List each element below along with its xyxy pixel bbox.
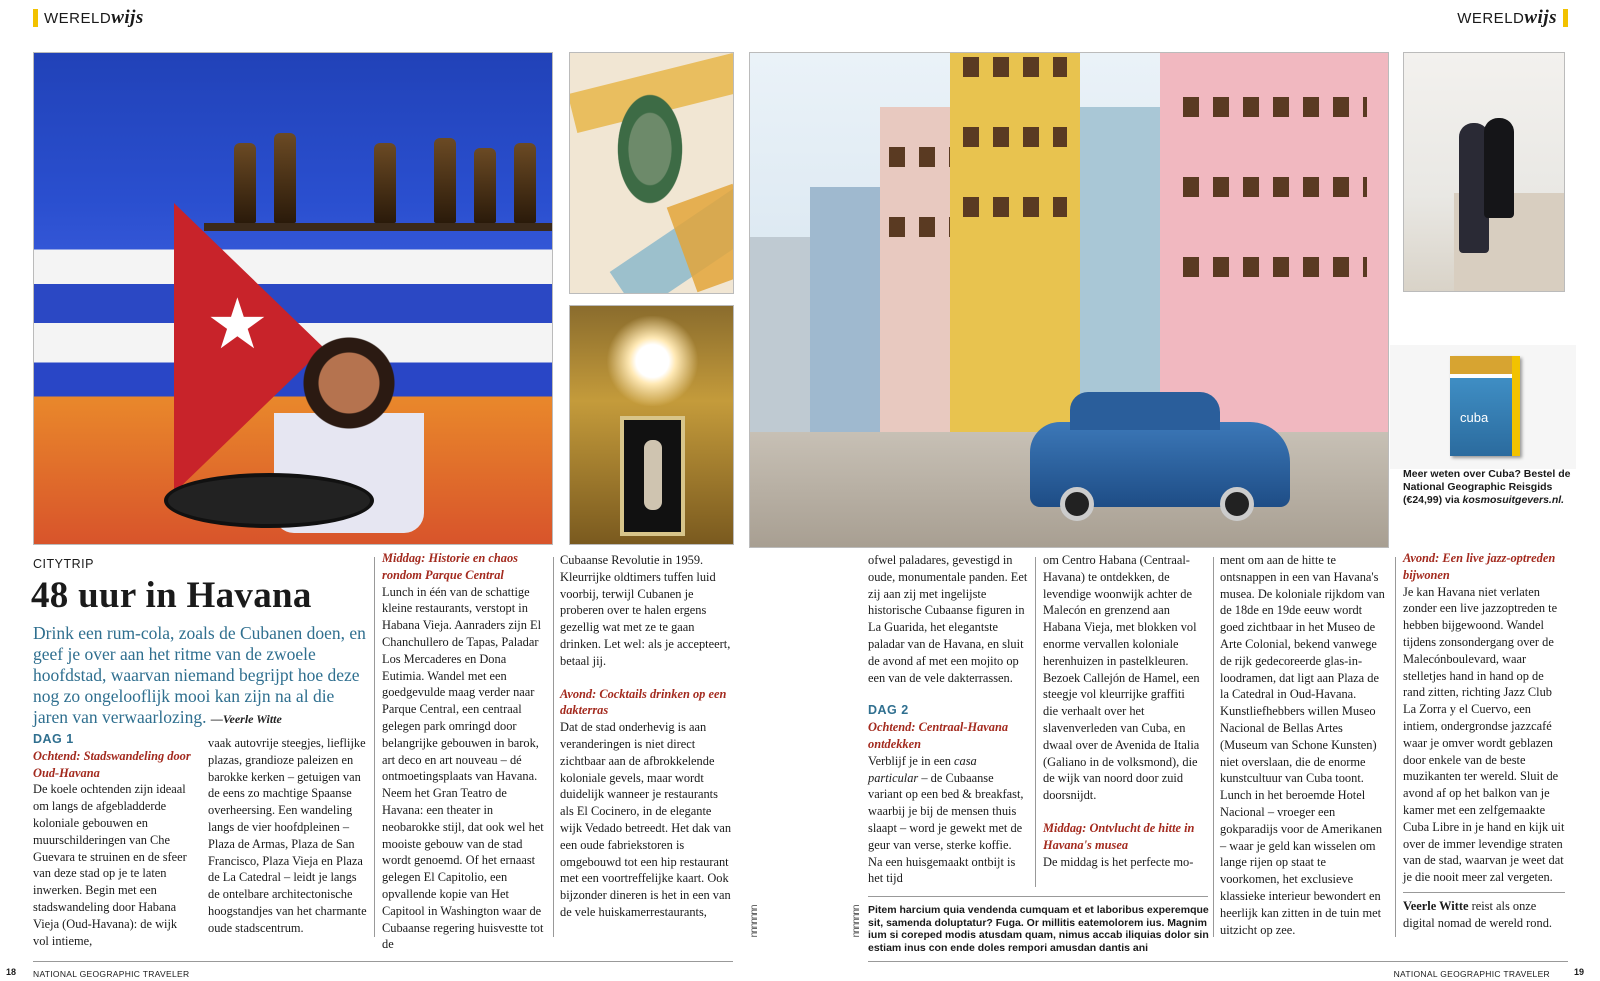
building-pink-right <box>1160 52 1389 437</box>
accent-bar-right <box>1563 9 1568 27</box>
brand-logo-left <box>33 7 144 29</box>
building-yellow <box>950 52 1080 437</box>
column-4 <box>560 552 732 921</box>
subhead-morning-1: Ochtend: Stadswandeling door Oud-Havana <box>33 748 191 780</box>
squiggle-left: uuuuuuu <box>748 904 760 937</box>
framed-picture <box>620 416 685 536</box>
column-divider <box>1035 557 1036 887</box>
column-2 <box>208 735 368 937</box>
article-title: 48 uur in Havana <box>31 575 312 616</box>
column-7 <box>1220 552 1388 938</box>
column-5-text-b <box>868 753 1028 887</box>
wheel <box>1220 487 1254 521</box>
footer-magazine-left: NATIONAL GEOGRAPHIC TRAVELER <box>33 969 190 979</box>
subhead-evening-2: Avond: Een live jazz-optreden bijwonen <box>1403 551 1556 582</box>
column-1 <box>33 731 195 949</box>
article-intro <box>33 623 368 730</box>
bottle <box>434 138 456 223</box>
day-1-label: DAG 1 <box>33 732 74 746</box>
guidebook-title: cuba <box>1460 410 1489 425</box>
star-icon: ★ <box>206 287 269 364</box>
column-3-text: Lunch in één van de schattige kleine restaurants, verstopt in Habana Vieja. Aanraders zijn El Chanchullero de Tapas, Paladar Los Mercaderes en Dona Eutimia. Wandel met een goedgevulde maag verder naar Parque Central, een centraal gelegen park omringd door belangrijke gebouwen in barok, art deco en art nouveau – dé ontmoetingsplaats van Havana. Neem het Gran Teatro de Havana: een theater in neobarokke stijl, dat ook wel het mooiste gebouw van de stad wordt genoemd. Of het ernaast gelegen El Capitolio, een opvallende kopie van Het Capitool in Washington waar de Cubaanse regering huisvestte tot de <box>382 584 544 952</box>
column-2-text: vaak autovrije steegjes, lieflijke plazas, grandioze paleizen en barokke kerken – getuigen van de eens zo machtige Spaanse overheersing. Een wandeling langs de vier hoofdpleinen – Plaza de Armas, Plaza de San Francisco, Plaza Vieja en Plaza de La Catedral – leidt je langs de ontelbare architectonische hoogstandjes van het charmante oude stadscentrum. <box>208 736 367 935</box>
subhead-morning-2: Ochtend: Centraal-Havana ontdekken <box>868 720 1009 751</box>
column-3 <box>382 550 547 953</box>
column-8 <box>1403 550 1565 932</box>
author-bio <box>1403 898 1565 932</box>
guidebook-cover <box>1450 356 1520 456</box>
pull-quote: Pitem harcium quia vendenda cumquam et et laboribus experemque sit, samenda doluptatur? Fuga. Or millitis eatemolorem ius. Magnim ium si coreped modis atusdam quam, nimus accab iliquias dolor sin estiam inus con ende doles rempori amusdan dantis ani <box>868 904 1209 954</box>
footer-rule-left <box>33 961 733 962</box>
page-number-left: 18 <box>6 967 17 977</box>
serving-tray <box>164 473 374 528</box>
chandelier <box>605 316 700 406</box>
quote-rule <box>868 896 1208 897</box>
book-caption-text: Meer weten over Cuba? Bestel de National Geographic Reisgids (€24,99) via <box>1403 468 1571 506</box>
column-5 <box>868 552 1028 887</box>
column-5-text-a: ofwel paladares, gevestigd in oude, monumentale panden. Eet zij aan zij met ingelijste historische Cubaanse figuren in La Guarida, het elegantste paladar van de Havana, en sluit de avond af met een mojito op een van de vele dakterrassen. <box>868 553 1028 685</box>
bio-text: reist als onze digital nomad de wereld rond. <box>1403 898 1552 930</box>
intro-author: —Veerle Witte <box>210 712 282 726</box>
column-5-text-b-em: casa particular <box>868 753 977 785</box>
havana-street-photo <box>749 52 1389 548</box>
brand-word-2: wijs <box>111 7 144 28</box>
page-number-right: 19 <box>1573 967 1584 977</box>
subhead-evening-1: Avond: Cocktails drinken op een dakterras <box>560 686 727 718</box>
couple-malecon-photo <box>1403 52 1565 292</box>
window-row <box>1183 257 1367 277</box>
classic-car <box>1030 422 1290 507</box>
column-divider <box>374 557 375 937</box>
bio-rule <box>1403 892 1565 893</box>
window-row <box>1183 177 1367 197</box>
window-row <box>963 127 1067 147</box>
column-6-text-a: om Centro Habana (Centraal-Havana) te ontdekken, de levendige woonwijk achter de Malecón en grenzend aan Habana Vieja, met blokken vol enorme vervallen koloniale herenhuizen in pastelkleuren. Bezoek Callejón de Hamel, een steegje vol kleurrijke graffiti die verhaalt over het slavenverleden van Cuba, en dwaal over de Avenida de Italia (Galiano in de volksmond), die de wijk van noord door zuid doorsnijdt. <box>1043 553 1200 803</box>
section-label: CITYTRIP <box>33 557 94 571</box>
squiggle-right: uuuuuuu <box>850 904 862 937</box>
person <box>1484 118 1514 218</box>
bio-name: Veerle Witte <box>1403 898 1469 913</box>
book-caption <box>1403 468 1573 507</box>
bottle <box>514 143 536 223</box>
mosaic-bar-photo <box>33 52 553 545</box>
column-4-text-a: Cubaanse Revolutie in 1959. Kleurrijke oldtimers tuffen luid voorbij, terwijl Cubanen je proberen over te halen ergens gezellig wat met ze te gaan drinken. Let wel: als je accepteert, betaal jij. <box>560 553 731 668</box>
column-8-text: Je kan Havana niet verlaten zonder een live jazzoptreden te hebben bijgewoond. Wandel tijdens zonsondergang over de Malecónboulevard, waar stelletjes hand in hand op de rand zitten, richting Jazz Club La Zorra y el Cuervo, een intiem, ondergrondse jazzcafé waar je omver wordt geblazen door enkele van de beste muzikanten ter wereld. Sluit de avond af op het balkon van je kamer met een zelfgemaakte Cuba Libre in je hand en kijk uit over de immer levendige straten van de stad, waarvan je weet dat je die nooit meer zal vergeten. <box>1403 584 1565 885</box>
column-divider <box>553 557 554 937</box>
subhead-afternoon-1: Middag: Historie en chaos rondom Parque Central <box>382 551 518 582</box>
brand-word-1: WERELD <box>44 9 112 27</box>
column-4-text-b: Dat de stad onderhevig is aan veranderingen is niet direct zichtbaar aan de afbrokkelende koloniale gevels, maar wordt duidelijk wanneer je restaurants als El Cocinero, in de elegante wijk Vedado betreedt. Het dak van een oude fabriekstoren is omgebouwd tot een hip restaurant met een voortreffelijke kaart. Ook bijzonder dineren is het in een van de vele huiskamerrestaurants, <box>560 720 732 919</box>
column-6-text-b: De middag is het perfecte mo- <box>1043 854 1194 869</box>
window-row <box>1183 97 1367 117</box>
brand-word-1-right: WERELD <box>1457 9 1525 27</box>
footer-magazine-right: NATIONAL GEOGRAPHIC TRAVELER <box>1393 969 1550 979</box>
subhead-afternoon-2: Middag: Ontvlucht de hitte in Havana's musea <box>1043 820 1195 852</box>
window-row <box>963 57 1067 77</box>
brand-word-2-right: wijs <box>1524 7 1557 28</box>
bottle <box>374 143 396 223</box>
footer-rule-right <box>868 961 1568 962</box>
brand-logo-right <box>1457 7 1568 29</box>
column-7-text: ment om aan de hitte te ontsnappen in een van Havana's musea. De koloniale rijkdom van de 18de en 19de eeuw wordt goed zichtbaar in het Museo de Arte Colonial, bekend vanwege de rijk gedecoreerde glas-in-loodramen, dat ligt aan Plaza de la Catedral in Oud-Havana. Kunstliefhebbers willen Museo Nacional de Bellas Artes (Museum van Schone Kunsten) niet overslaan, die de enorme kunstcultuur van Cuba toont. Lunch in het beroemde Hotel Nacional – vroeger een gokparadijs voor de Amerikanen – waar je geld kan wisselen om lange rijen op staat te voorkomen, het exclusieve klassieke interieur bewondert en heerlijk kan zitten in de tuin met uitzicht op zee. <box>1220 553 1385 937</box>
day-2-label: DAG 2 <box>868 703 909 718</box>
che-guevara-mural-photo <box>569 52 734 294</box>
column-divider <box>1213 557 1214 937</box>
chandelier-photo <box>569 305 734 545</box>
column-5-text-b-pre: Verblijf je in een <box>868 753 955 768</box>
wheel <box>1060 487 1094 521</box>
accent-bar-left <box>33 9 38 27</box>
column-6 <box>1043 552 1203 870</box>
window-row <box>963 197 1067 217</box>
book-caption-link[interactable]: kosmosuitgevers.nl. <box>1462 494 1565 506</box>
bottle <box>474 148 496 223</box>
intro-text: Drink een rum-cola, zoals de Cubanen doen, en geef je over aan het ritme van de zwoele hoofdstad, waarvan niemand begrijpt hoe deze nog zo ongelooflijk mooi kan zijn na al die jaren van verwaarlozing. <box>33 623 366 727</box>
column-1-text: De koele ochtenden zijn ideaal om langs de afgebladderde koloniale gebouwen en muurschilderingen van Che Guevara te struinen en de sfeer van deze stad op je te laten inwerken. Begin met een stadswandeling door Habana Vieja (Oud-Havana): de wijk vol intieme, <box>33 782 187 948</box>
column-divider <box>1395 557 1396 937</box>
building-blue <box>1080 107 1165 437</box>
column-5-text-b-post: – de Cubaanse variant op een bed & breakfast, waarbij je bij de mensen thuis slaapt – word je gewekt met de geur van verse, sterke koffie. Na een huisgemaakt ontbijt is het tijd <box>868 770 1024 886</box>
